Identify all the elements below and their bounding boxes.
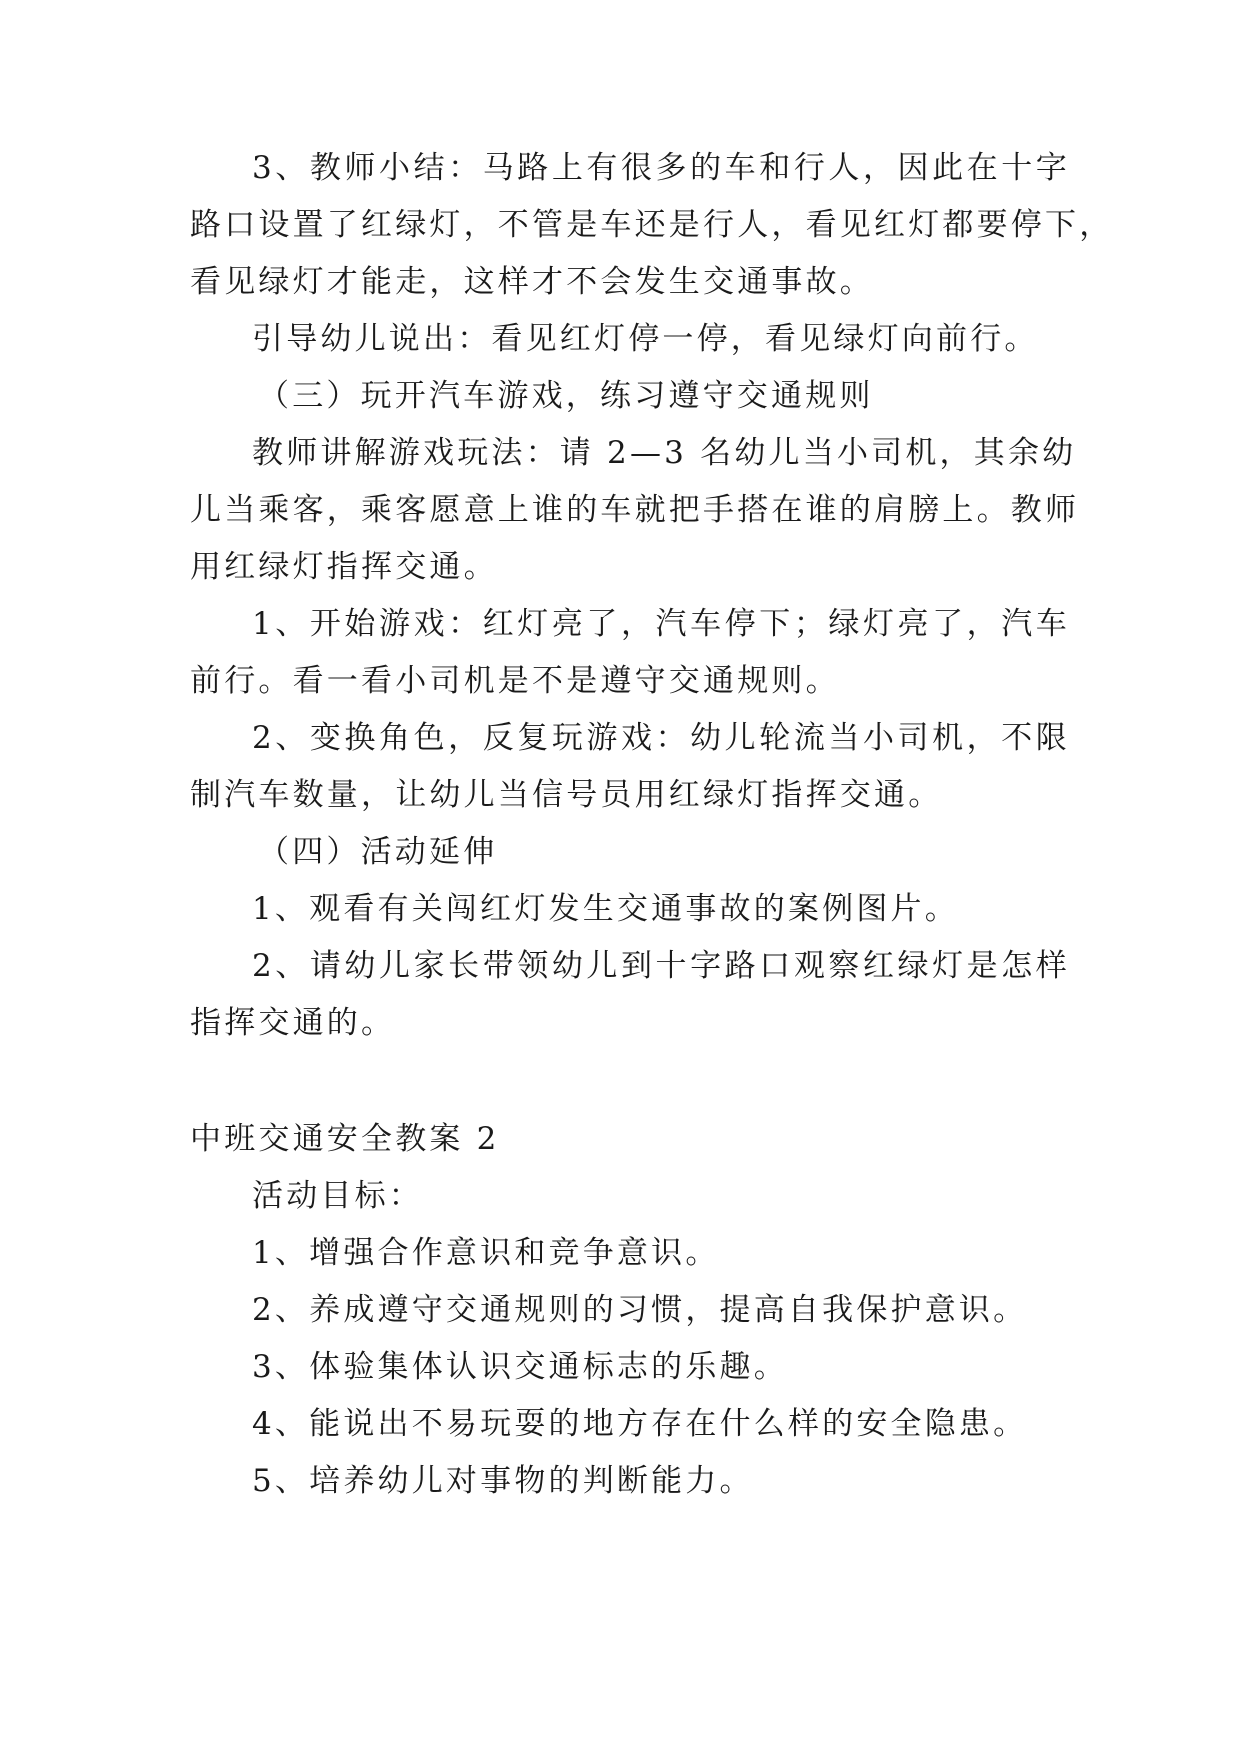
list-item: 3、体验集体认识交通标志的乐趣。 bbox=[252, 1349, 788, 1385]
list-item: 5、培养幼儿对事物的判断能力。 bbox=[252, 1463, 754, 1499]
paragraph-line: 路口设置了红绿灯，不管是车还是行人，看见红灯都要停下， bbox=[190, 207, 1114, 243]
paragraph-line: 1、开始游戏：红灯亮了，汽车停下；绿灯亮了，汽车 bbox=[252, 606, 1070, 642]
paragraph-line: 制汽车数量，让幼儿当信号员用红绿灯指挥交通。 bbox=[190, 777, 943, 813]
section-heading: （三）玩开汽车游戏，练习遵守交通规则 bbox=[258, 378, 874, 414]
paragraph-line: 儿当乘客，乘客愿意上谁的车就把手搭在谁的肩膀上。教师 bbox=[190, 492, 1080, 528]
paragraph-line: 教师讲解游戏玩法：请 2—3 名幼儿当小司机，其余幼 bbox=[252, 435, 1077, 471]
paragraph-line: 1、观看有关闯红灯发生交通事故的案例图片。 bbox=[252, 891, 959, 927]
list-item: 2、养成遵守交通规则的习惯，提高自我保护意识。 bbox=[252, 1292, 1028, 1328]
lesson-title: 中班交通安全教案 2 bbox=[190, 1121, 500, 1157]
paragraph-line: 看见绿灯才能走，这样才不会发生交通事故。 bbox=[190, 264, 874, 300]
list-item: 1、增强合作意识和竞争意识。 bbox=[252, 1235, 720, 1271]
paragraph-line: 前行。看一看小司机是不是遵守交通规则。 bbox=[190, 663, 840, 699]
paragraph-line: 引导幼儿说出：看见红灯停一停，看见绿灯向前行。 bbox=[252, 321, 1039, 357]
paragraph-line: 3、教师小结：马路上有很多的车和行人，因此在十字 bbox=[252, 150, 1070, 186]
section-heading: （四）活动延伸 bbox=[258, 834, 498, 870]
paragraph-line: 活动目标： bbox=[252, 1178, 423, 1214]
paragraph-line: 2、变换角色，反复玩游戏：幼儿轮流当小司机，不限 bbox=[252, 720, 1070, 756]
paragraph-line: 用红绿灯指挥交通。 bbox=[190, 549, 498, 585]
list-item: 4、能说出不易玩耍的地方存在什么样的安全隐患。 bbox=[252, 1406, 1028, 1442]
paragraph-line: 指挥交通的。 bbox=[190, 1005, 396, 1041]
paragraph-line: 2、请幼儿家长带领幼儿到十字路口观察红绿灯是怎样 bbox=[252, 948, 1070, 984]
